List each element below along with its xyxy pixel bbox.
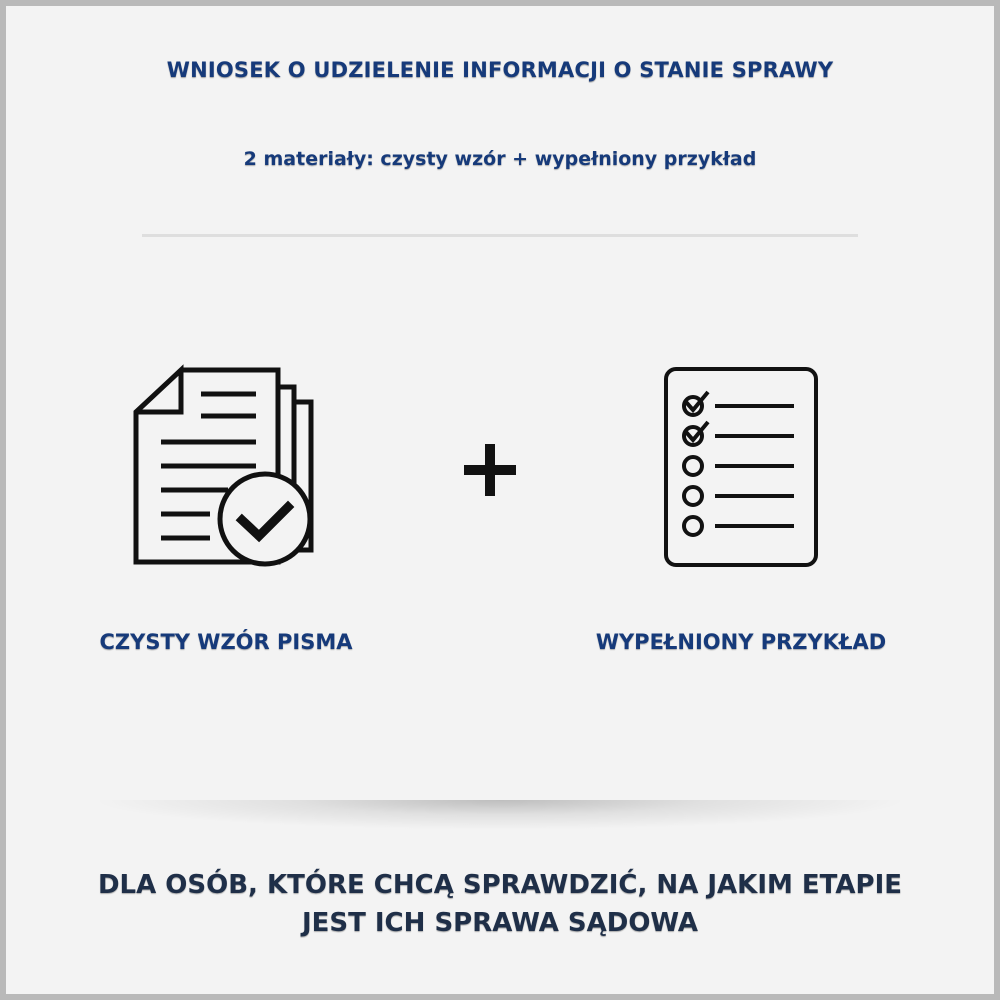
divider (142, 234, 858, 237)
document-check-icon (128, 362, 324, 572)
item-label-blank-template: CZYSTY WZÓR PISMA (99, 630, 353, 654)
footer-text (0, 866, 1000, 942)
item-label-filled-example: WYPEŁNIONY PRZYKŁAD (595, 630, 887, 654)
footer-line-1: DLA OSÓB, KTÓRE CHCĄ SPRAWDZIĆ, NA JAKIM ETAPIE (97, 870, 903, 900)
plus-icon (460, 440, 520, 500)
checklist-icon (660, 362, 822, 572)
footer-line-2: JEST ICH SPRAWA SĄDOWA (301, 908, 699, 938)
shadow-divider (90, 800, 910, 830)
page-subtitle: 2 materiały: czysty wzór + wypełniony przykład (243, 148, 757, 170)
page-title: WNIOSEK O UDZIELENIE INFORMACJI O STANIE SPRAWY (166, 58, 834, 82)
